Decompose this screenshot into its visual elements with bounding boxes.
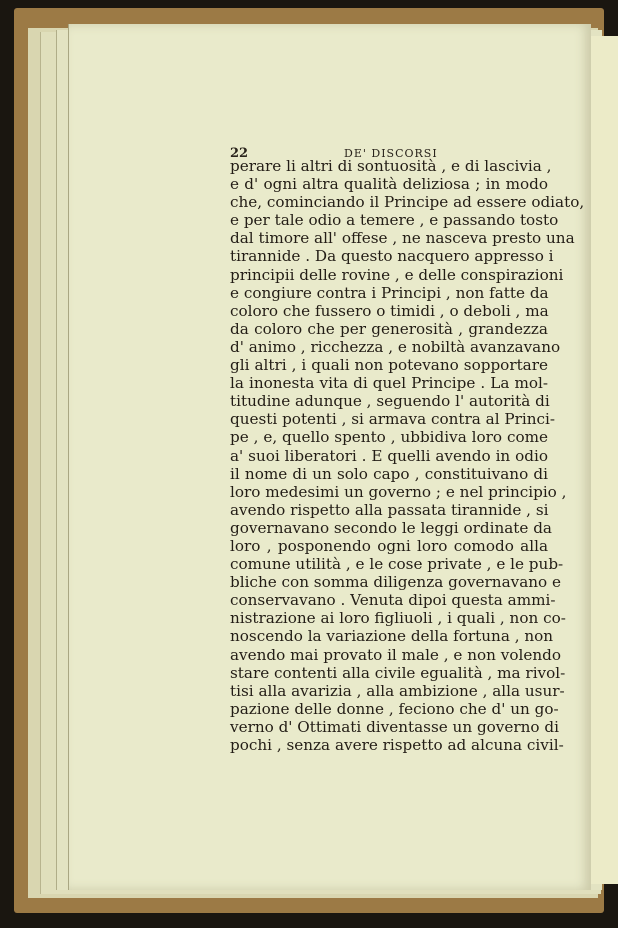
- text-line: dal timore all' offese , ne nasceva presto una: [230, 229, 575, 248]
- text-line: da coloro che per generosità , grandezza: [230, 319, 548, 338]
- page-number: 22: [230, 146, 249, 161]
- text-line: loro medesimi un governo ; e nel principio ,: [230, 482, 567, 501]
- text-line: e congiure contra i Principi , non fatte da: [230, 283, 549, 302]
- text-line: a' suoi liberatori . E quelli avendo in odio: [230, 446, 548, 465]
- text-line: gli altri , i quali non potevano sopportare: [230, 356, 548, 375]
- text-line: avendo rispetto alla passata tirannide , si: [230, 500, 549, 519]
- text-line: comune utilità , e le cose private , e le pub-: [230, 555, 564, 574]
- text-line: principii delle rovine , e delle conspirazioni: [230, 265, 564, 284]
- text-line: noscendo la variazione della fortuna , non: [230, 627, 554, 646]
- text-line: d' animo , ricchezza , e nobiltà avanzavano: [230, 337, 561, 356]
- text-line: il nome di un solo capo , constituivano di: [230, 464, 548, 483]
- text-line: la inonesta vita di quel Principe . La mol-: [230, 374, 548, 393]
- text-line: e d' ogni altra qualità deliziosa ; in modo: [230, 175, 548, 194]
- text-line: nistrazione ai loro figliuoli , i quali , non co-: [230, 609, 566, 628]
- text-line: loro , posponendo ogni loro comodo alla: [230, 536, 548, 555]
- text-line: questi potenti , si armava contra al Princi-: [230, 410, 555, 429]
- text-line: avendo mai provato il male , e non volendo: [230, 645, 561, 664]
- text-line: stare contenti alla civile egualità , ma rivol-: [230, 663, 566, 682]
- facing-page-edge: [590, 36, 618, 884]
- text-line: pochi , senza avere rispetto ad alcuna civil-: [230, 736, 564, 754]
- page-body-text: [230, 157, 585, 754]
- text-line: e per tale odio a temere , e passando tosto: [230, 211, 559, 230]
- text-line: bliche con somma diligenza governavano e: [230, 573, 561, 592]
- text-line: pazione delle donne , feciono che d' un go-: [230, 699, 559, 718]
- text-line: coloro che fussero o timidi , o deboli , ma: [230, 301, 549, 320]
- text-line: verno d' Ottimati diventasse un governo di: [230, 717, 559, 736]
- running-head: DE' DISCORSI: [344, 147, 438, 160]
- text-line: conservavano . Venuta dipoi questa ammi-: [230, 591, 556, 610]
- text-line: tirannide . Da questo nacquero appresso i: [230, 247, 554, 266]
- text-line: governavano secondo le leggi ordinate da: [230, 518, 552, 537]
- text-line: pe , e, quello spento , ubbidiva loro come: [230, 428, 548, 447]
- text-line: tisi alla avarizia , alla ambizione , alla usur-: [230, 681, 565, 700]
- text-line: che, cominciando il Principe ad essere odiato,: [230, 193, 585, 212]
- text-line: titudine adunque , seguendo l' autorità di: [230, 392, 550, 411]
- text-line: perare li altri di sontuosità , e di lascivia ,: [230, 157, 552, 175]
